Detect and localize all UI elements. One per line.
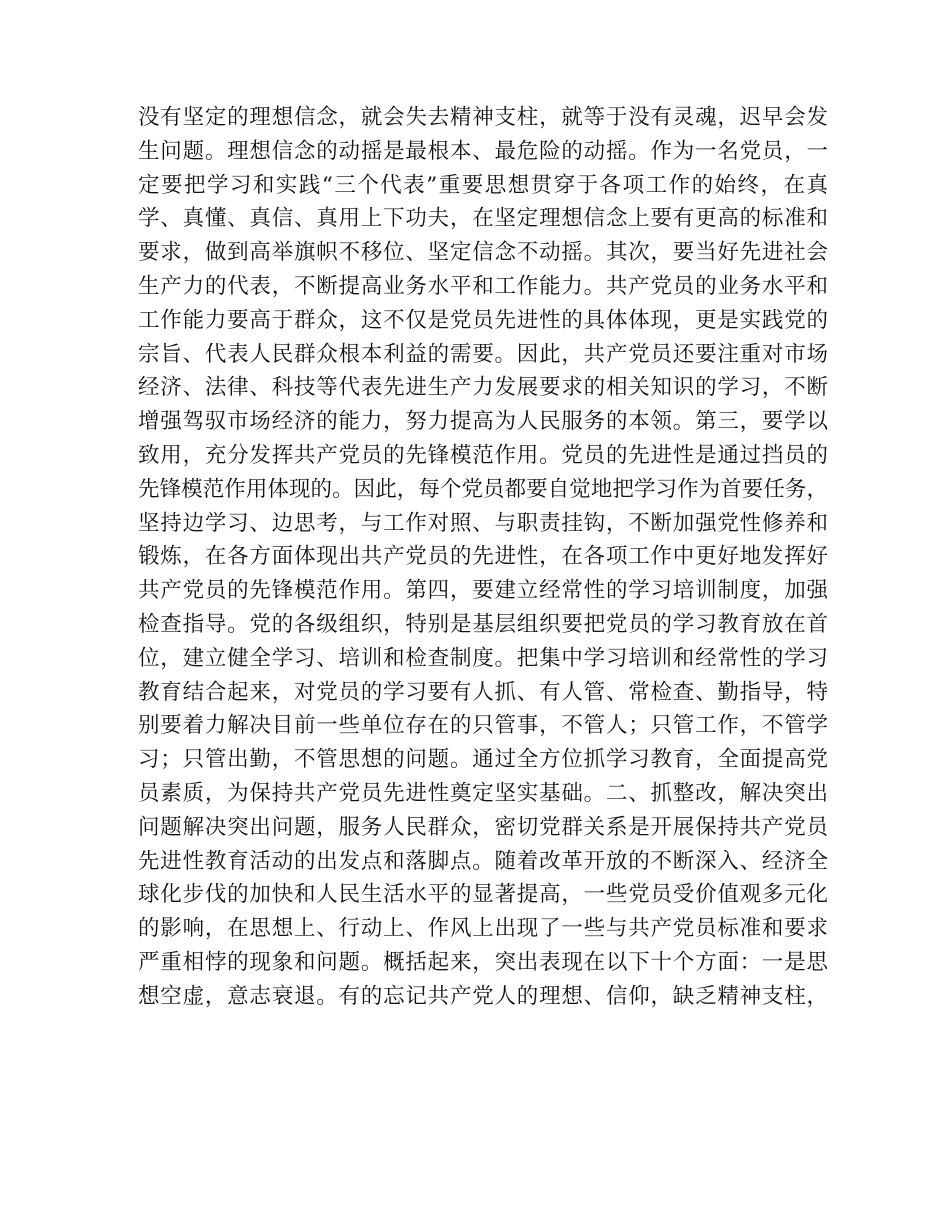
text-line: 别要着力解决目前一些单位存在的只管事，不管人；只管工作，不管学 <box>138 713 828 739</box>
text-line: 宗旨、代表人民群众根本利益的需要。因此，共产党员还要注重对市场 <box>138 341 828 367</box>
text-line: 习；只管出勤，不管思想的问题。通过全方位抓学习教育，全面提高党 <box>138 747 828 773</box>
text-line: 学、真懂、真信、真用上下功夫，在坚定理想信念上要有更高的标准和 <box>138 206 828 232</box>
text-line: 要求，做到高举旗帜不移位、坚定信念不动摇。其次，要当好先进社会 <box>138 240 828 266</box>
text-line: 锻炼，在各方面体现出共产党员的先进性，在各项工作中更好地发挥好 <box>138 544 828 570</box>
text-line: 生问题。理想信念的动摇是最根本、最危险的动摇。作为一名党员，一 <box>138 138 828 164</box>
text-line: 员素质，为保持共产党员先进性奠定坚实基础。二、抓整改，解决突出 <box>138 780 828 806</box>
text-line: 球化步伐的加快和人民生活水平的显著提高，一些党员受价值观多元化 <box>138 882 828 908</box>
text-line: 经济、法律、科技等代表先进生产力发展要求的相关知识的学习，不断 <box>138 375 828 401</box>
text-line: 问题解决突出问题，服务人民群众，密切党群关系是开展保持共产党员 <box>138 814 828 840</box>
text-line: 的影响，在思想上、行动上、作风上出现了一些与共产党员标准和要求 <box>138 916 828 942</box>
body-text <box>138 101 828 1014</box>
text-line: 坚持边学习、边思考，与工作对照、与职责挂钩，不断加强党性修养和 <box>138 510 828 536</box>
text-line: 增强驾驭市场经济的能力，努力提高为人民服务的本领。第三，要学以 <box>138 409 828 435</box>
text-line: 生产力的代表，不断提高业务水平和工作能力。共产党员的业务水平和 <box>138 273 828 299</box>
text-line: 没有坚定的理想信念，就会失去精神支柱，就等于没有灵魂，迟早会发 <box>138 105 828 130</box>
text-line: 教育结合起来，对党员的学习要有人抓、有人管、常检查、勤指导，特 <box>138 679 828 705</box>
text-line: 严重相悖的现象和问题。概括起来，突出表现在以下十个方面：一是思 <box>138 949 828 975</box>
text-line: 定要把学习和实践“三个代表”重要思想贯穿于各项工作的始终，在真 <box>138 172 828 198</box>
text-line: 工作能力要高于群众，这不仅是党员先进性的具体体现，更是实践党的 <box>138 307 828 333</box>
text-line: 想空虚，意志衰退。有的忘记共产党人的理想、信仰，缺乏精神支柱， <box>138 983 828 1009</box>
text-line: 检查指导。党的各级组织，特别是基层组织要把党员的学习教育放在首 <box>138 611 828 637</box>
text-line: 致用，充分发挥共产党员的先锋模范作用。党员的先进性是通过挡员的 <box>138 442 828 468</box>
text-line: 共产党员的先锋模范作用。第四，要建立经常性的学习培训制度，加强 <box>138 578 828 604</box>
text-line: 位，建立健全学习、培训和检查制度。把集中学习培训和经常性的学习 <box>138 645 828 671</box>
text-line: 先锋模范作用体现的。因此，每个党员都要自觉地把学习作为首要任务， <box>138 476 828 502</box>
text-line: 先进性教育活动的出发点和落脚点。随着改革开放的不断深入、经济全 <box>138 848 828 874</box>
